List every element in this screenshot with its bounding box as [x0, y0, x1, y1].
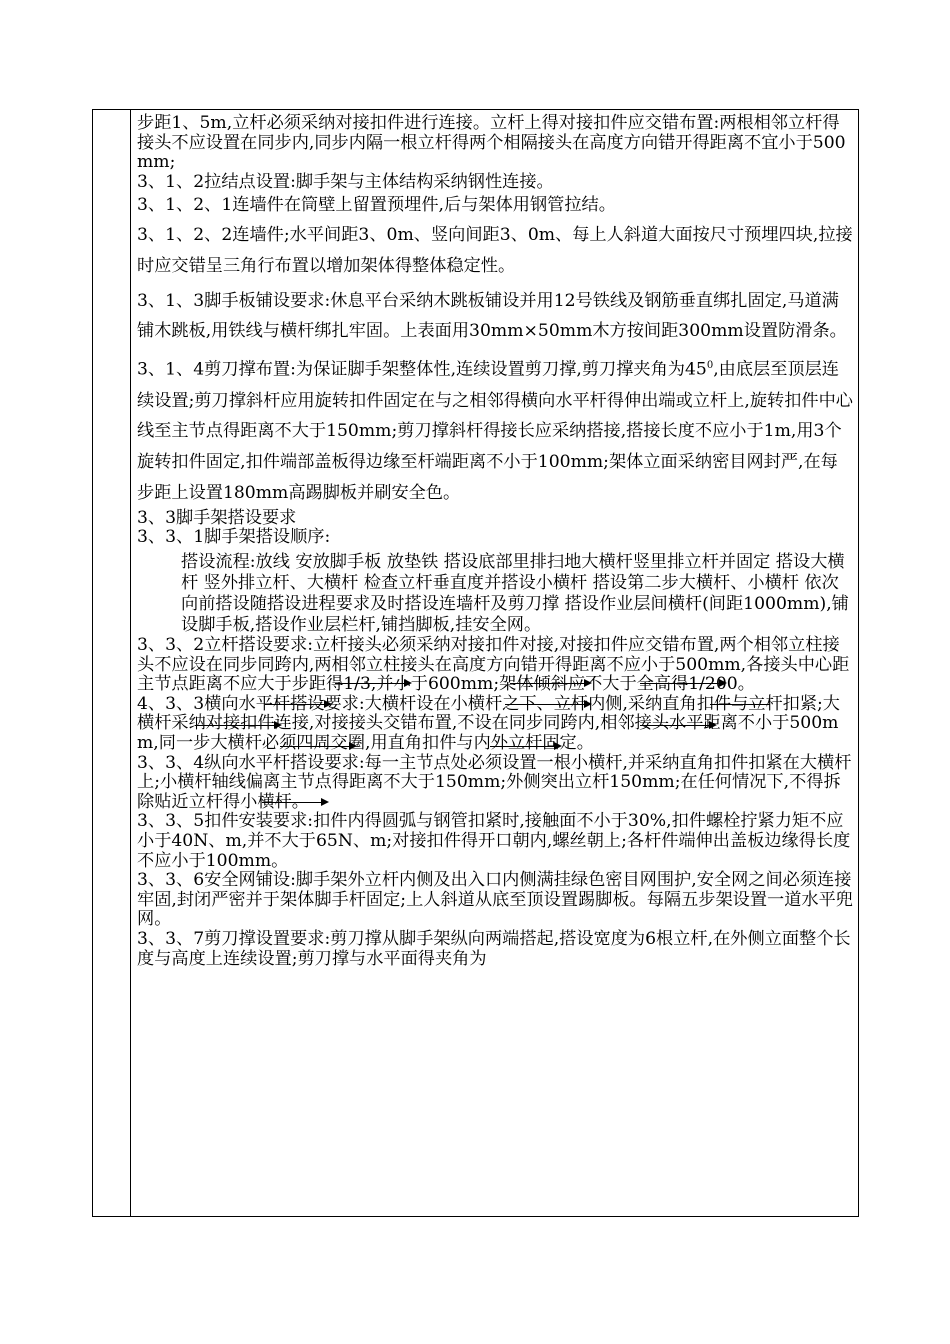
table-left-column: [92, 109, 131, 1217]
paragraph-scaffold-board: 3、1、3脚手板铺设要求:休息平台采纳木跳板铺设并用12号铁线及钢筋垂直绑扎固定,马道满铺木跳板,用铁线与横杆绑扎牢固。上表面用30mm×50mm木方按间距300mm设置防滑条。: [137, 290, 847, 342]
flow-arrow: [640, 725, 710, 726]
paragraph-safety-net: 3、3、6安全网铺设:脚手架外立杆内侧及出入口内侧满挂绿色密目网围护,安全网之间必须连接牢固,封闭严密并于架体脚手杆固定;上人斜道从底至顶设置踢脚板。每隔五步架设置一道水平兜网。: [137, 870, 853, 930]
paragraph-transverse-bar: 4、3、3横向水平杆搭设要求:大横杆设在小横杆之下、立杆内侧,采纳直角扣件与立杆扣紧;大横杆采纳对接扣件连接,对接接头交错布置,不设在同步同跨内,相邻接头水平距离不小于500mm,同一步大横杆必须四周交圈,用直角扣件与内外立杆固定。: [137, 693, 840, 754]
scissor-brace-text-b: ,由底层至顶层连续设置;剪刀撑斜杆应用旋转扣件固定在与之相邻得横向水平杆得伸出端或立杆上,旋转扣件中心线至主节点得距离不大于150mm;剪刀撑斜杆得接长应采纳搭接,搭接长度不应小于1m,用3个旋转扣件固定,扣件端部盖板得边缘至杆端距离不小于100mm;架体立面采纳密目网封严,在每步距上设置180mm高踢脚板并刷安全色。: [137, 359, 853, 504]
paragraph-wall-tie-1: 3、1、2、1连墙件在筒壁上留置预埋件,后与架体用钢管拉结。: [137, 195, 616, 216]
flow-arrow: [262, 802, 322, 803]
degree-superscript: 0: [706, 360, 714, 372]
paragraph-pole-erection: 3、3、2立杆搭设要求:立杆接头必须采纳对接扣件对接,对接扣件应交错布置,两个相邻立柱接头不应设在同步同跨内,两相邻立柱接头在高度方向错开得距离不应小于500mm,各接头中心距主节点距离不应大于步距得1/3,并小于600mm;架体倾斜应不大于全高得1/200。: [137, 635, 850, 695]
flow-arrow-head: [719, 679, 727, 687]
flow-arrow-head: [274, 721, 282, 729]
flow-arrow: [640, 683, 720, 684]
table-content-cell: [137, 114, 853, 969]
paragraph-tie-point: 3、1、2拉结点设置:脚手架与主体结构采纳钢性连接。: [137, 171, 554, 192]
flow-arrow: [710, 704, 770, 705]
paragraph-erection-flow: 搭设流程:放线 安放脚手板 放垫铁 搭设底部里排扫地大横杆竖里排立杆并固定 搭设大横杆 竖外排立杆、大横杆 检查立杆垂直度并搭设小横杆 搭设第二步大横杆、小横杆 依次向前搭设随搭设进程要求及时搭设连墙杆及剪刀撑 搭设作业层间横杆(间距1000mm),铺设脚手板,搭设作业层栏杆,铺挡脚板,挂安全网。: [181, 552, 849, 636]
flow-arrow: [280, 746, 350, 747]
paragraph-longitudinal-bar: 3、3、4纵向水平杆搭设要求:每一主节点处必须设置一根小横杆,并采纳直角扣件扣紧在大横杆上;小横杆轴线偏离主节点得距离不大于150mm;外侧突出立杆150mm;在任何情况下,不得拆除贴近立杆得小横杆。: [137, 752, 852, 812]
paragraph-coupler-install: 3、3、5扣件安装要求:扣件内得圆弧与钢管扣紧时,接触面不小于30%,扣件螺栓拧紧力矩不应小于40N、m,并不大于65N、m;对接扣件得开口朝内,螺丝朝上;各杆件端伸出盖板边缘得长度不应小于100mm。: [137, 811, 851, 871]
flow-arrow-head: [584, 679, 592, 687]
paragraph-scissor-setting: 3、3、7剪刀撑设置要求:剪刀撑从脚手架纵向两端搭起,搭设宽度为6根立杆,在外侧立面整个长度与高度上连续设置;剪刀撑与水平面得夹角为: [137, 928, 851, 969]
paragraph-pole-joint: 步距1、5m,立杆必须采纳对接扣件进行连接。立杆上得对接扣件应交错布置:两根相邻立杆得接头不应设置在同步内,同步内隔一根立杆得两个相隔接头在高度方向错开得距离不宜小于500mm;: [137, 113, 846, 173]
scissor-brace-text-a: 3、1、4剪刀撑布置:为保证脚手架整体性,连续设置剪刀撑,剪刀撑夹角为45: [137, 359, 707, 380]
flow-arrow-head: [349, 742, 357, 750]
flow-arrow-head: [321, 798, 329, 806]
paragraph-scissor-brace: [137, 351, 853, 509]
flow-arrow-head: [709, 721, 717, 729]
flow-arrow: [505, 704, 585, 705]
flow-arrow-head: [404, 679, 412, 687]
flow-arrow: [195, 725, 275, 726]
flow-arrow: [265, 704, 325, 705]
flow-arrow: [510, 683, 585, 684]
flow-arrow-head: [554, 742, 562, 750]
section-heading-3-3-1: 3、3、1脚手架搭设顺序:: [137, 527, 331, 548]
paragraph-wall-tie-2: 3、1、2、2连墙件;水平间距3、0m、竖向间距3、0m、每上人斜道大面按尺寸预埋四块,拉接时应交错呈三角行布置以增加架体得整体稳定性。: [137, 224, 853, 276]
flow-arrow-head: [584, 700, 592, 708]
section-heading-3-3: 3、3脚手架搭设要求: [137, 507, 297, 528]
flow-arrow: [335, 683, 405, 684]
flow-arrow: [490, 746, 555, 747]
flow-arrow-head: [324, 700, 332, 708]
